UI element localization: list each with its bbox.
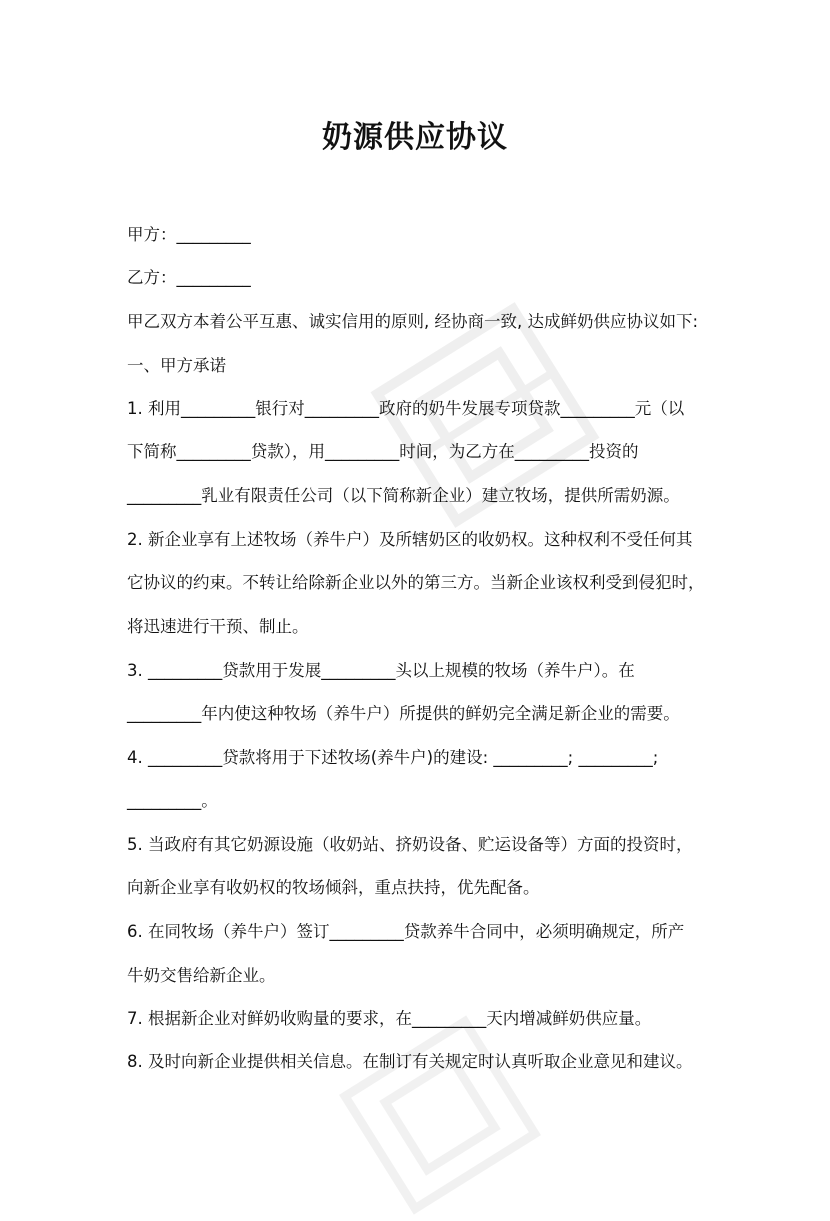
clause-5-line-2: 向新企业享有收奶权的牧场倾斜，重点扶持，优先配备。 [127, 878, 540, 897]
section-heading: 一、甲方承诺 [127, 356, 226, 375]
clause-2-line-3: 将迅速进行干预、制止。 [127, 617, 309, 636]
clause-3-line-1: 3. _________贷款用于发展_________头以上规模的牧场（养牛户）。在 [127, 661, 635, 680]
clause-2-line-2: 它协议的约束。不转让给除新企业以外的第三方。当新企业该权利受到侵犯时， [127, 573, 705, 592]
watermark-icon [332, 1009, 547, 1221]
clause-3-line-2: _________年内使这种牧场（养牛户）所提供的鲜奶完全满足新企业的需要。 [127, 704, 680, 723]
clause-4-line-1: 4. _________贷款将用于下述牧场(养牛户)的建设: _________; _________; [127, 748, 659, 767]
intro-paragraph: 甲乙双方本着公平互惠、诚实信用的原则, 经协商一致, 达成鲜奶供应协议如下: [127, 312, 699, 331]
clause-8-line: 8. 及时向新企业提供相关信息。在制订有关规定时认真听取企业意见和建议。 [127, 1052, 693, 1071]
party-b-line: 乙方：_________ [127, 268, 251, 287]
clause-7-line: 7. 根据新企业对鲜奶收购量的要求，在_________天内增减鲜奶供应量。 [127, 1009, 652, 1028]
clause-1-line-2: 下简称_________贷款），用_________时间，为乙方在_________投资的 [127, 442, 639, 461]
clause-6-line-2: 牛奶交售给新企业。 [127, 966, 276, 985]
document-title: 奶源供应协议 [322, 120, 508, 155]
clause-4-line-2: _________。 [127, 791, 218, 810]
clause-2-line-1: 2. 新企业享有上述牧场（养牛户）及所辖奶区的收奶权。这种权利不受任何其 [127, 530, 693, 549]
clause-6-line-1: 6. 在同牧场（养牛户）签订_________贷款养牛合同中，必须明确规定，所产 [127, 922, 685, 941]
clause-5-line-1: 5. 当政府有其它奶源设施（收奶站、挤奶设备、贮运设备等）方面的投资时， [127, 835, 693, 854]
clause-1-line-3: _________乳业有限责任公司（以下简称新企业）建立牧场，提供所需奶源。 [127, 486, 680, 505]
party-a-line: 甲方：_________ [127, 225, 251, 244]
clause-1-line-1: 1. 利用_________银行对_________政府的奶牛发展专项贷款_________元（以 [127, 399, 685, 418]
